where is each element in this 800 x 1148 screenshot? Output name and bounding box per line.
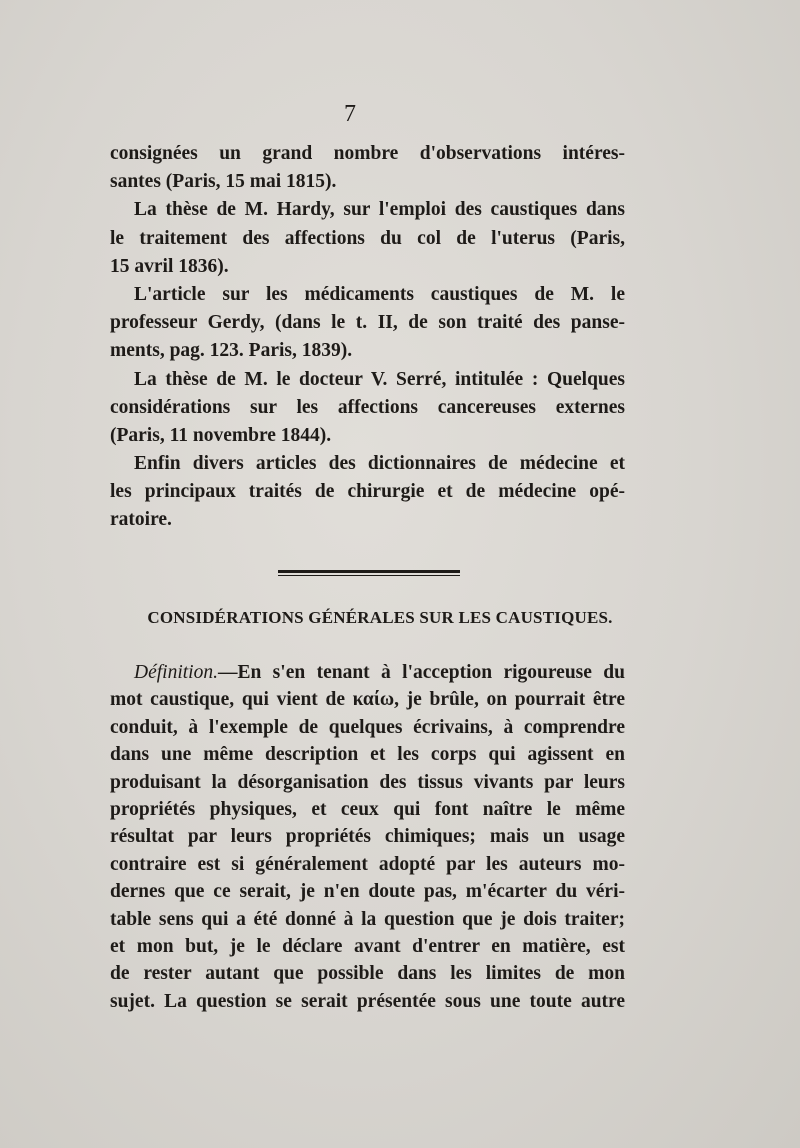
text-line: La thèse de M. Hardy, sur l'emploi des caustiques dans	[134, 199, 625, 221]
text-line: produisant la désorganisation des tissus vivants par leurs	[110, 771, 625, 793]
text-line: (Paris, 11 novembre 1844).	[110, 424, 332, 446]
text-line: considérations sur les affections cancereuses externes	[110, 396, 625, 418]
definition-text: —En s'en tenant à l'acception rigoureuse du	[217, 662, 625, 683]
text-line: dernes que ce serait, je n'en doute pas, m'écarter du véri-	[110, 881, 625, 903]
text-line: santes (Paris, 15 mai 1815).	[110, 171, 337, 193]
text-line: ments, pag. 123. Paris, 1839).	[110, 340, 353, 362]
section-separator	[278, 570, 460, 576]
text-line: résultat par leurs propriétés chimiques; mais un usage	[110, 826, 625, 848]
text-line: mot caustique, qui vient de καίω, je brûle, on pourrait être	[110, 689, 625, 711]
text-line: conduit, à l'exemple de quelques écrivains, à comprendre	[110, 716, 625, 738]
text-line: propriétés physiques, et ceux qui font naître le même	[110, 798, 625, 820]
text-line: contraire est si généralement adopté par les auteurs mo-	[110, 853, 625, 875]
text-line: consignées un grand nombre d'observations intéres-	[110, 143, 625, 164]
text-line: de rester autant que possible dans les limites de mon	[110, 963, 625, 985]
text-line: sujet. La question se serait présentée sous une toute autre	[110, 990, 625, 1012]
definition-label: Définition.	[134, 662, 218, 683]
text-line	[110, 659, 625, 686]
definition-paragraph	[110, 659, 625, 1015]
section-heading: CONSIDÉRATIONS GÉNÉRALES SUR LES CAUSTIQUES.	[147, 608, 613, 627]
bibliography-paragraphs	[110, 140, 625, 535]
page-number: 7	[344, 101, 356, 127]
text-line: le traitement des affections du col de l'uterus (Paris,	[110, 227, 625, 249]
text-line: professeur Gerdy, (dans le t. II, de son traité des panse-	[110, 312, 625, 334]
text-line: les principaux traités de chirurgie et de médecine opé-	[110, 481, 625, 503]
text-line: ratoire.	[110, 509, 172, 531]
text-line: dans une même description et les corps qui agissent en	[110, 744, 625, 766]
text-line: table sens qui a été donné à la question que je dois traiter;	[110, 908, 625, 930]
text-line: Enfin divers articles des dictionnaires de médecine et	[134, 453, 625, 475]
text-line: La thèse de M. le docteur V. Serré, intitulée : Quelques	[134, 368, 625, 390]
text-line: L'article sur les médicaments caustiques de M. le	[134, 283, 625, 305]
text-line: 15 avril 1836).	[110, 255, 229, 277]
text-line: et mon but, je le déclare avant d'entrer en matière, est	[110, 935, 625, 957]
